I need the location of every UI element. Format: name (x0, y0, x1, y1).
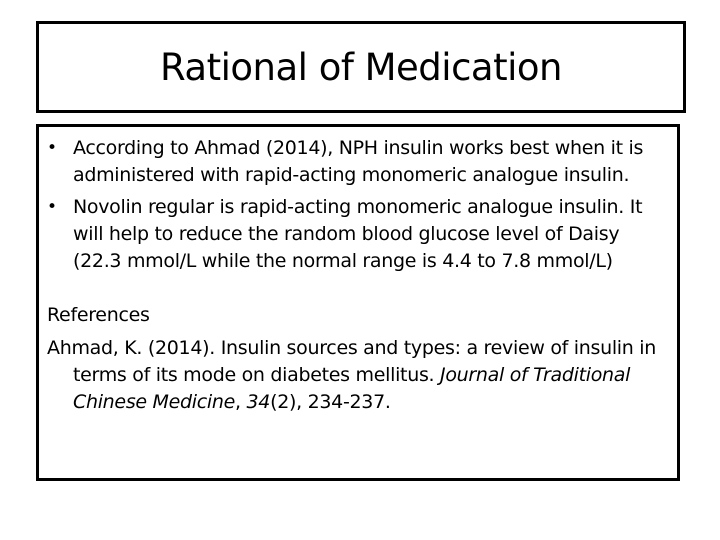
bullet-text: Novolin regular is rapid-acting monomeric analogue insulin. It will help to reduce the random blood glucose level of Daisy (22.3 mmol/L while the normal range is 4.4 to 7.8 mmol/L) (73, 196, 643, 272)
reference-authors-title: Ahmad, K. (2014). Insulin sources and types: a review of insulin in terms of its mode on diabetes mellitus. (47, 337, 656, 386)
reference-comma: , (235, 391, 247, 413)
references-heading: References (47, 304, 150, 326)
bullet-item (47, 135, 669, 189)
title-box (36, 21, 686, 113)
bullet-dot-icon: • (47, 138, 57, 158)
content-box (36, 124, 680, 481)
slide-title: Rational of Medication (160, 45, 562, 89)
reference-journal: Journal of Traditional Chinese Medicine (73, 364, 631, 413)
reference-volume: 34 (246, 391, 271, 413)
bullet-list (47, 135, 669, 275)
bullet-text: According to Ahmad (2014), NPH insulin works best when it is administered with rapid-acting monomeric analogue insulin. (73, 137, 644, 186)
reference-entry (47, 335, 669, 416)
bullet-item (47, 194, 669, 275)
reference-issue-pages: (2), 234-237. (270, 391, 391, 413)
bullet-dot-icon: • (47, 197, 57, 217)
spacer (47, 280, 669, 302)
